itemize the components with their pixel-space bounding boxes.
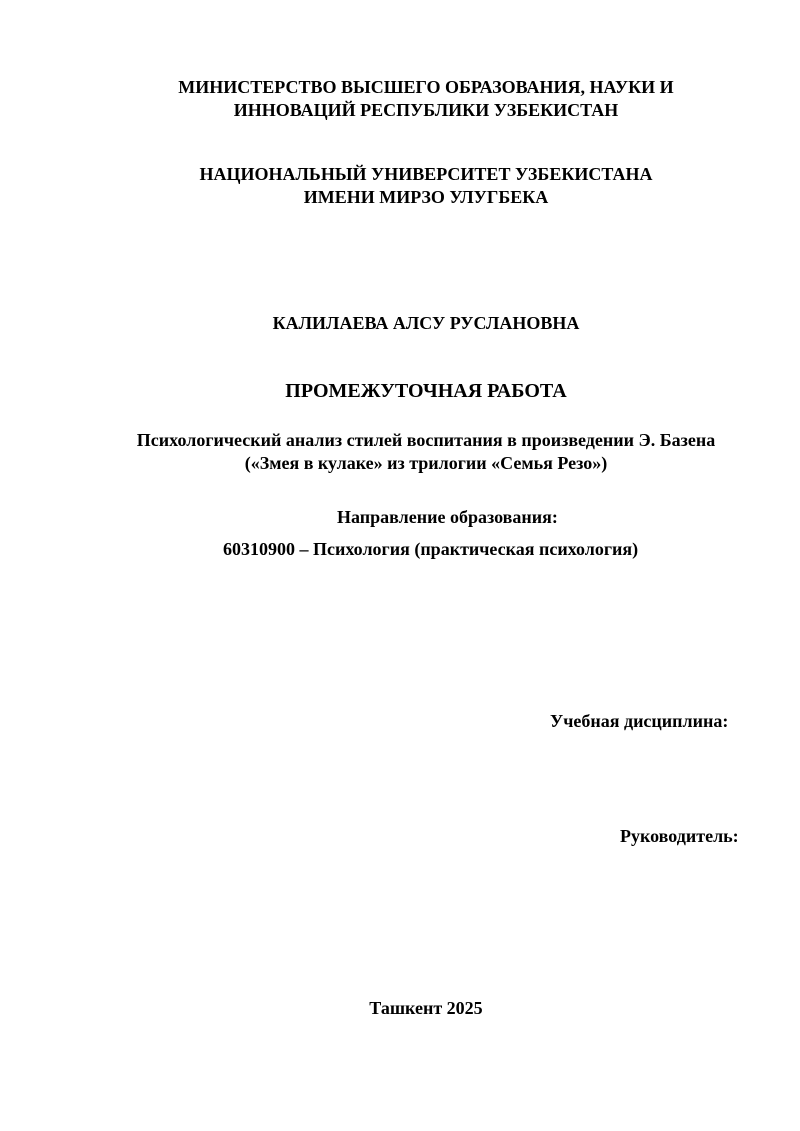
direction-label: Направление образования: (337, 507, 558, 527)
supervisor-label: Руководитель: (620, 826, 739, 846)
ministry-line-1: МИНИСТЕРСТВО ВЫСШЕГО ОБРАЗОВАНИЯ, НАУКИ И (178, 77, 674, 97)
discipline-label: Учебная дисциплина: (550, 711, 729, 731)
city-year: Ташкент 2025 (369, 998, 483, 1018)
university-line-1: НАЦИОНАЛЬНЫЙ УНИВЕРСИТЕТ УЗБЕКИСТАНА (199, 164, 653, 184)
direction-value: 60310900 – Психология (практическая психология) (223, 539, 639, 559)
topic-line-1: Психологический анализ стилей воспитания в произведении Э. Базена (136, 430, 716, 450)
university-line-2: ИМЕНИ МИРЗО УЛУГБЕКА (303, 187, 549, 207)
topic-line-2: («Змея в кулаке» из трилогии «Семья Резо») (244, 453, 608, 473)
author-name: КАЛИЛАЕВА АЛСУ РУСЛАНОВНА (272, 313, 580, 333)
work-type-title: ПРОМЕЖУТОЧНАЯ РАБОТА (285, 380, 567, 402)
ministry-line-2: ИННОВАЦИЙ РЕСПУБЛИКИ УЗБЕКИСТАН (233, 100, 619, 120)
